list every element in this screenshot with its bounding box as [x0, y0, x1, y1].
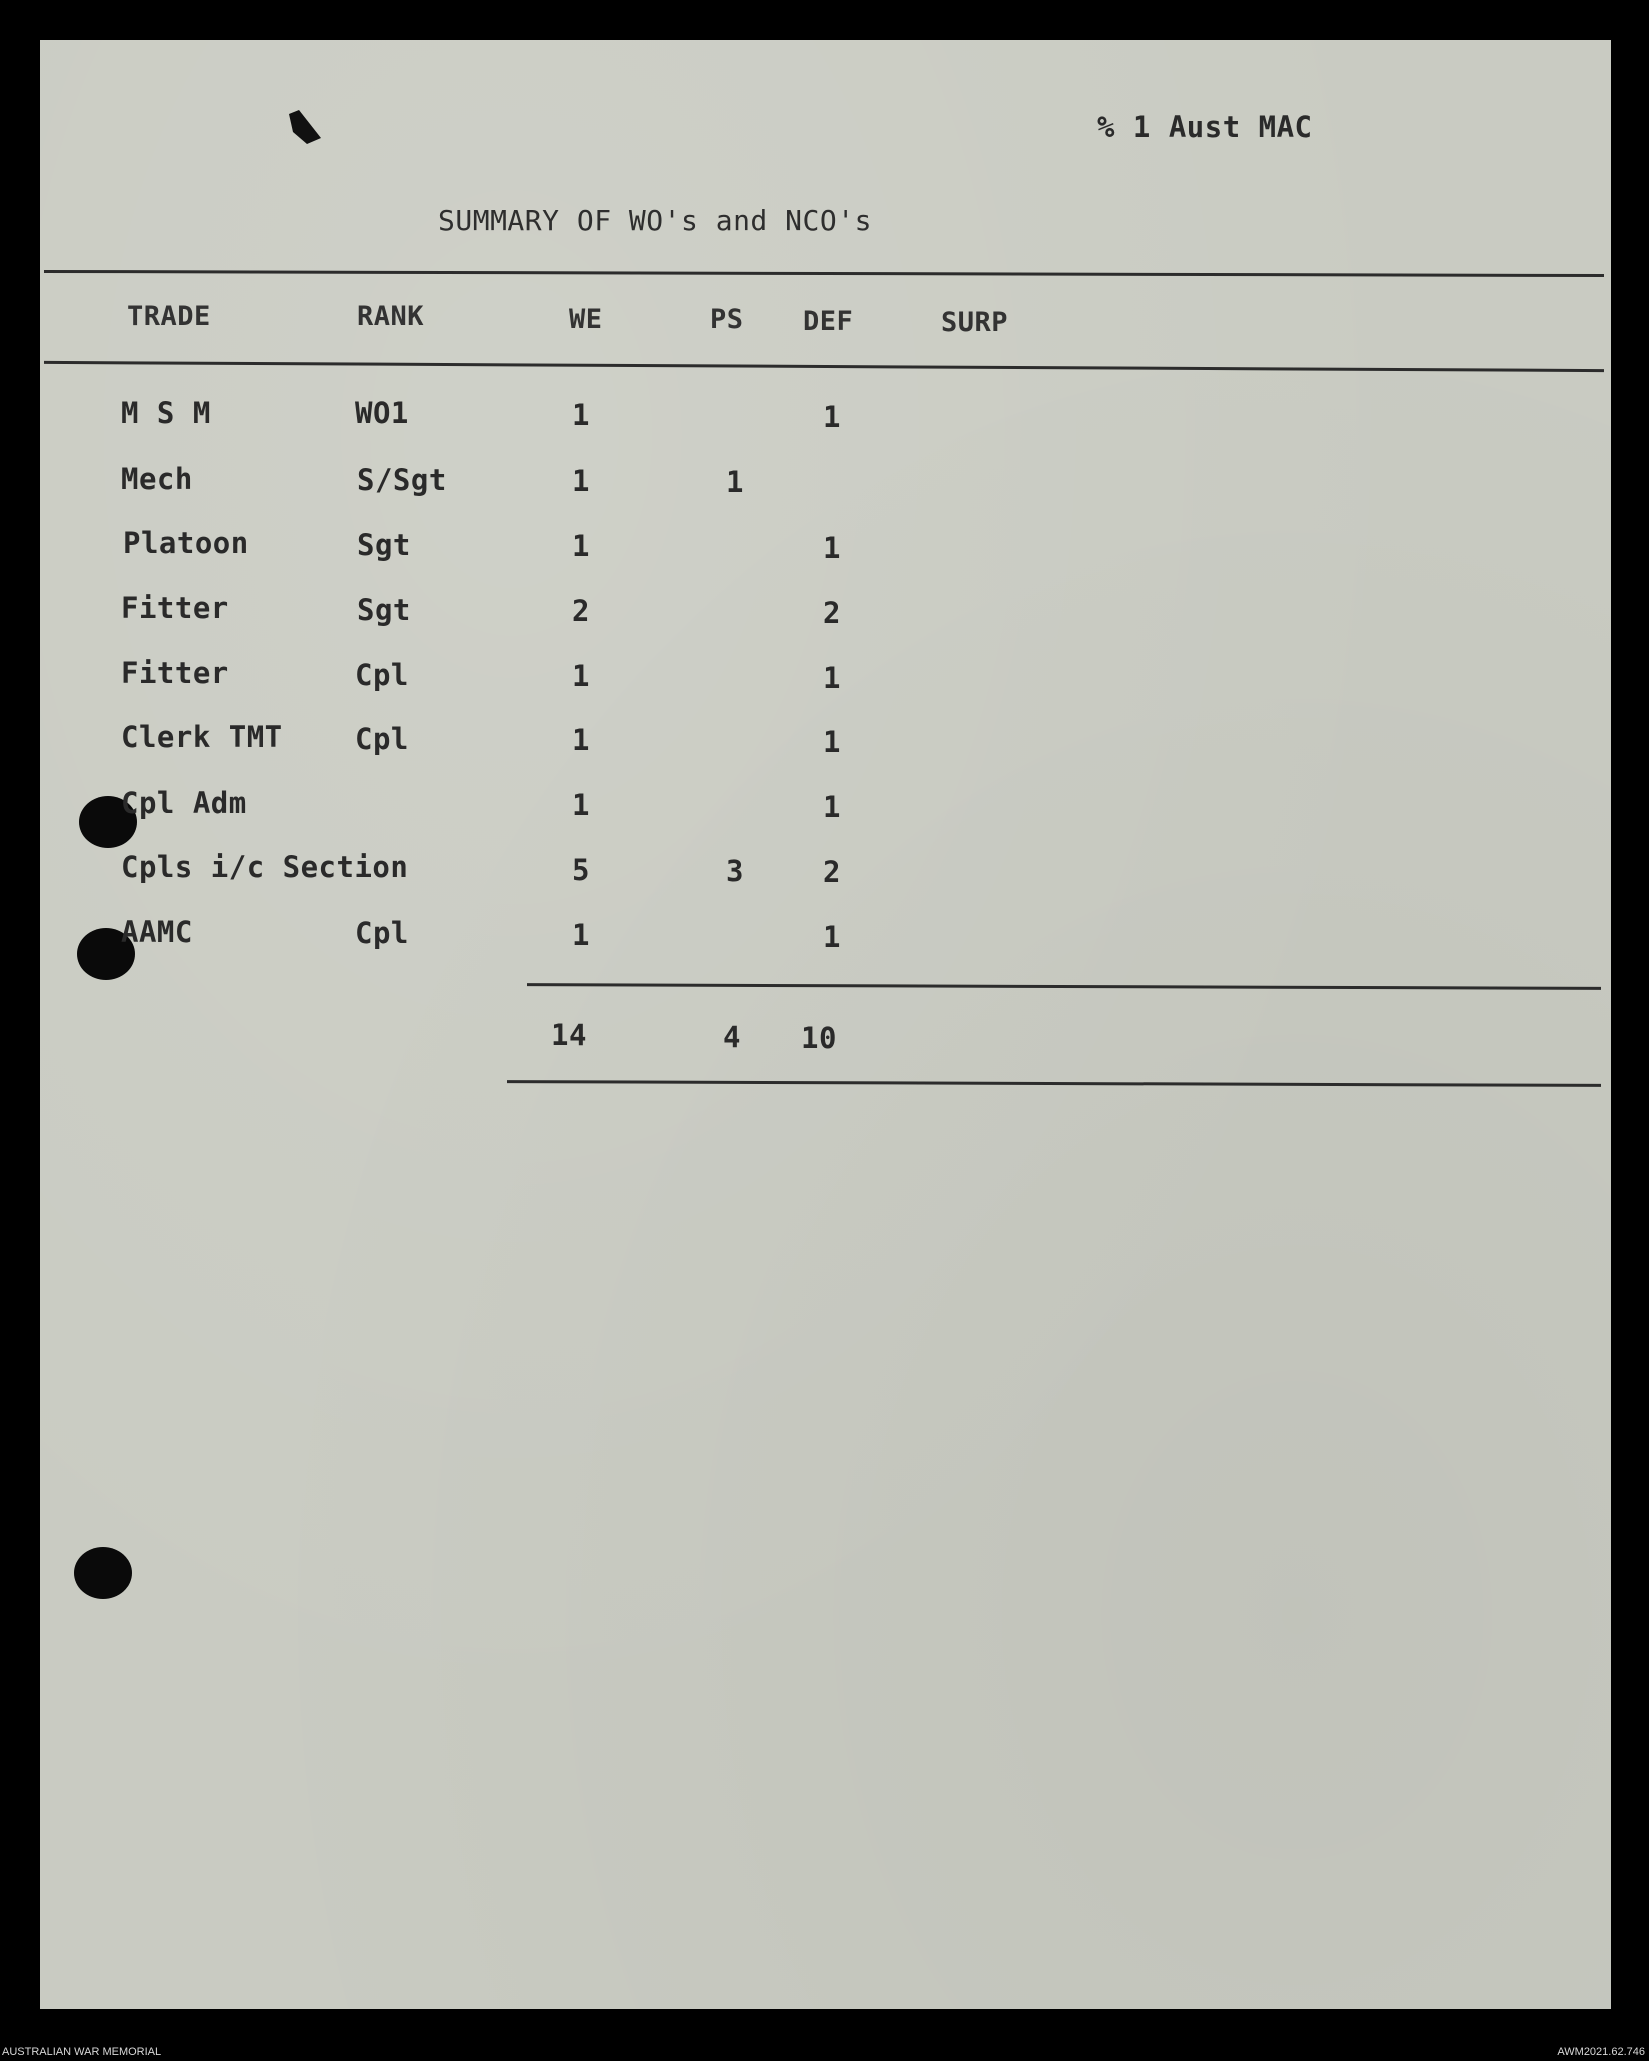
trade-cell: M S M: [121, 396, 211, 430]
trade-cell: Mech: [121, 462, 193, 496]
we-cell: 1: [572, 529, 590, 563]
column-header-surp: SURP: [941, 307, 1009, 338]
rank-cell: Sgt: [357, 593, 411, 627]
paper-tear-mark: [285, 108, 325, 148]
def-cell: 1: [823, 400, 841, 434]
def-cell: 1: [823, 725, 841, 759]
ps-cell: 1: [726, 465, 744, 499]
we-cell: 5: [572, 853, 590, 887]
unit-designation: % 1 Aust MAC: [1097, 110, 1313, 144]
we-cell: 2: [572, 594, 590, 628]
total-we: 14: [551, 1018, 587, 1052]
rank-cell: Cpl: [355, 722, 409, 756]
punch-hole-3: [74, 1547, 132, 1599]
we-cell: 1: [572, 464, 590, 498]
total-ps: 4: [723, 1020, 741, 1054]
column-header-trade: TRADE: [127, 301, 211, 332]
we-cell: 1: [572, 723, 590, 757]
rank-cell: Cpl: [355, 658, 409, 692]
trade-cell: Fitter: [121, 656, 229, 690]
ps-cell: 3: [726, 854, 744, 888]
trade-cell: Cpl Adm: [121, 786, 247, 820]
total-def: 10: [801, 1021, 837, 1055]
def-cell: 1: [823, 531, 841, 565]
rank-cell: Cpl: [355, 916, 409, 950]
column-header-rank: RANK: [357, 301, 425, 332]
trade-cell: AAMC: [121, 915, 193, 949]
def-cell: 2: [823, 596, 841, 630]
rank-cell: Sgt: [357, 528, 411, 562]
def-cell: 1: [823, 790, 841, 824]
we-cell: 1: [572, 398, 590, 432]
footer-accession-number: AWM2021.62.746: [1557, 2046, 1645, 2058]
we-cell: 1: [572, 788, 590, 822]
trade-cell: Clerk TMT: [121, 720, 283, 754]
column-header-ps: PS: [710, 304, 744, 335]
column-header-def: DEF: [803, 306, 854, 337]
rank-cell: WO1: [355, 396, 409, 430]
rank-cell: S/Sgt: [357, 463, 447, 497]
we-cell: 1: [572, 659, 590, 693]
def-cell: 2: [823, 855, 841, 889]
footer-institution: AUSTRALIAN WAR MEMORIAL: [2, 2046, 162, 2058]
trade-cell: Fitter: [121, 591, 229, 625]
page-title: SUMMARY OF WO's and NCO's: [438, 204, 872, 237]
trade-cell: Platoon: [123, 526, 249, 560]
trade-cell: Cpls i/c Section: [121, 850, 409, 884]
we-cell: 1: [572, 918, 590, 952]
def-cell: 1: [823, 920, 841, 954]
def-cell: 1: [823, 661, 841, 695]
column-header-we: WE: [569, 304, 603, 335]
